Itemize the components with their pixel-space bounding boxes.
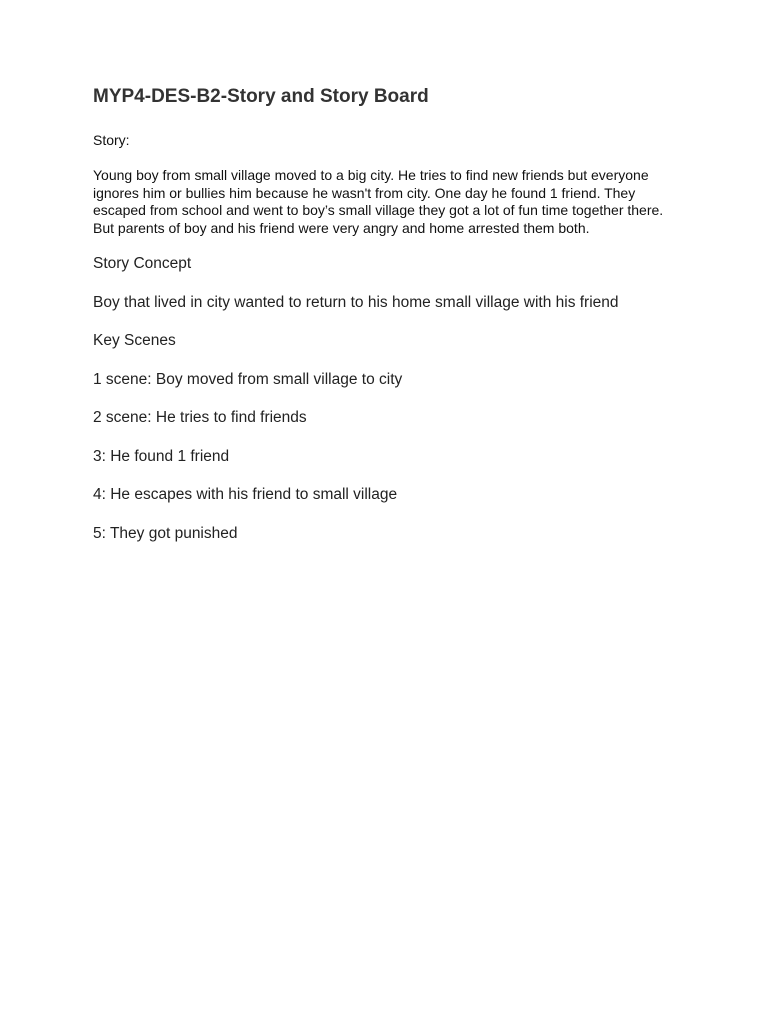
story-concept-heading: Story Concept (93, 255, 192, 272)
scene-item-4: 4: He escapes with his friend to small village (93, 486, 398, 503)
key-scenes-heading: Key Scenes (93, 332, 176, 349)
scene-item-1: 1 scene: Boy moved from small village to city (93, 370, 403, 388)
scene-item-5: 5: They got punished (93, 524, 238, 542)
story-concept-text: Boy that lived in city wanted to return to his home small village with his friend (93, 293, 619, 311)
document-title: MYP4-DES-B2-Story and Story Board (93, 86, 429, 107)
scene-item-3: 3: He found 1 friend (93, 447, 230, 465)
story-paragraph: Young boy from small village moved to a big city. He tries to find new friends but everyone ignores him or bullies him because he wasn't from city. One day he found 1 friend. They escaped from school and went to boy’s small village they got a lot of fun time together there. But parents of boy and his friend were very angry and home arrested them both. (93, 167, 664, 236)
story-label: Story: (93, 132, 130, 148)
scene-item-2: 2 scene: He tries to find friends (93, 409, 307, 426)
